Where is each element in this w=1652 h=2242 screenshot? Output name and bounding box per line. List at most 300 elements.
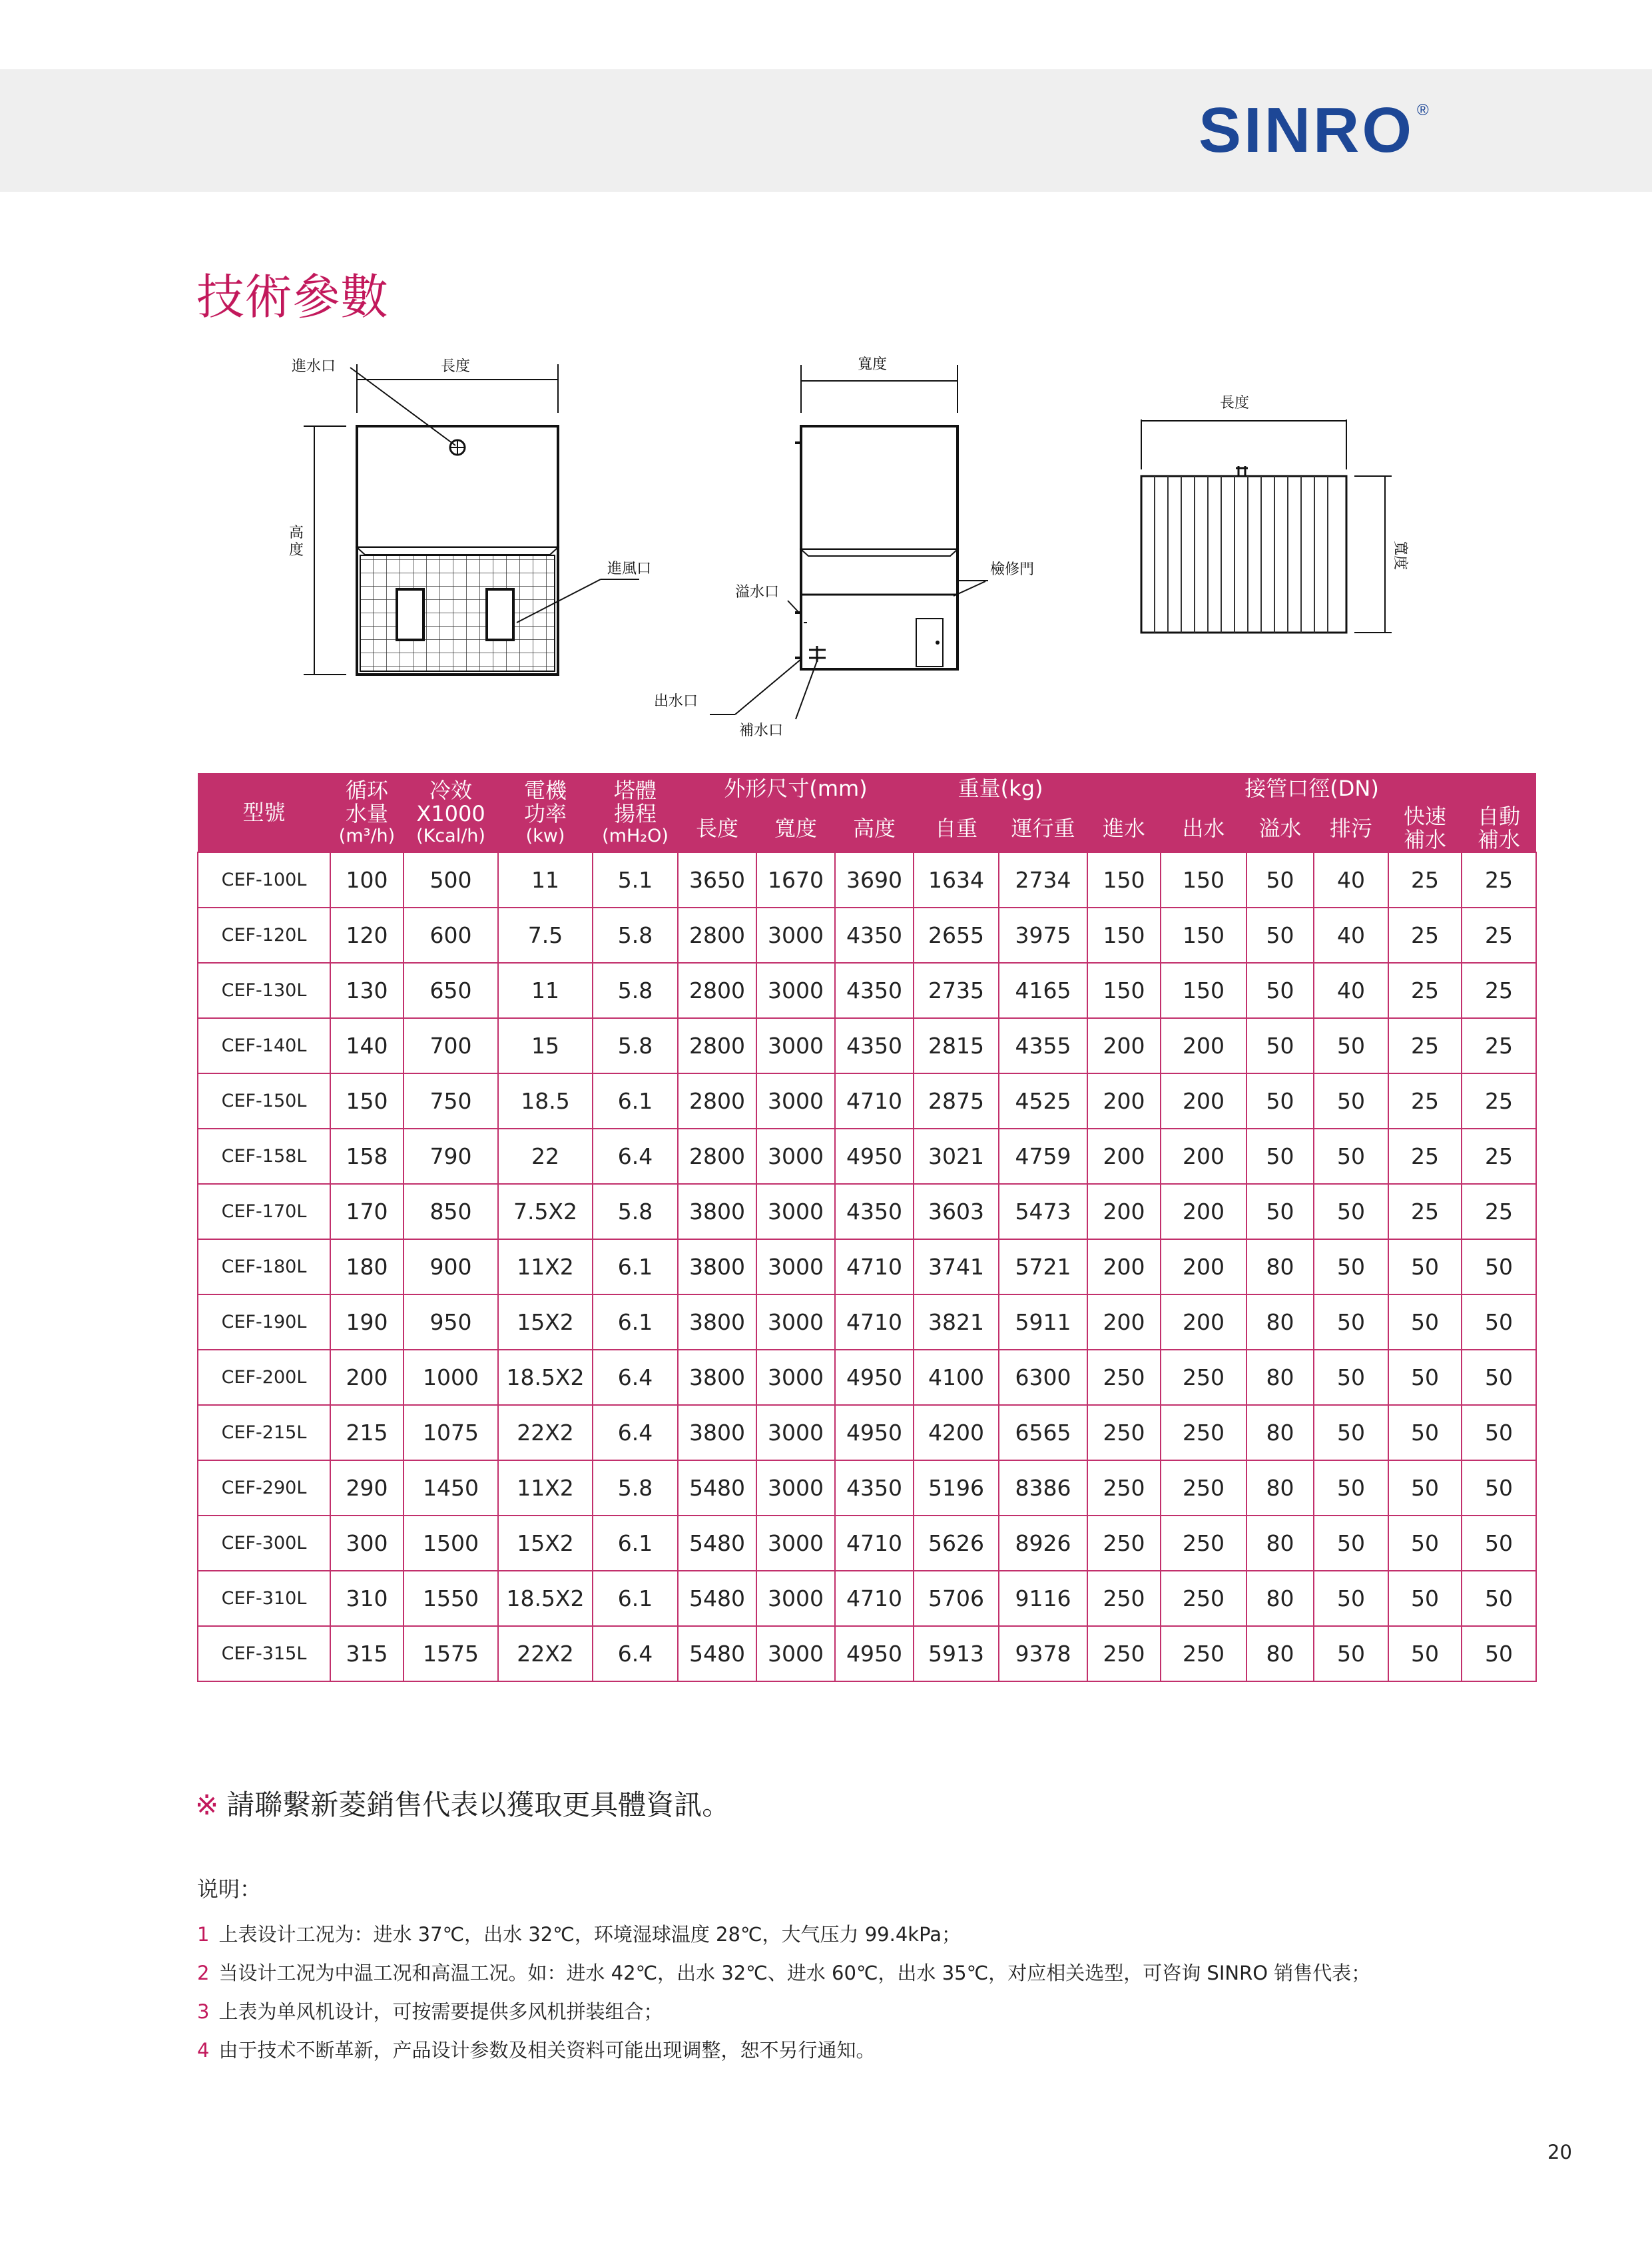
model-cell: CEF-130L: [198, 963, 330, 1018]
header-model: 型號: [198, 773, 330, 852]
notice-mark: ※: [195, 1789, 219, 1821]
top-view: [1141, 395, 1408, 633]
value-cell: 4950: [835, 1626, 914, 1681]
label-inlet: 進水口: [292, 358, 336, 375]
model-cell: CEF-170L: [198, 1184, 330, 1239]
value-cell: 600: [404, 908, 498, 963]
label-length: 長度: [441, 358, 471, 375]
value-cell: 3800: [678, 1239, 756, 1294]
value-cell: 6.1: [593, 1571, 678, 1626]
value-cell: 3821: [914, 1294, 999, 1350]
note-item: 1 上表设计工况为：进水 37℃，出水 32℃，环境湿球温度 28℃，大气压力 99.4kPa；: [197, 1923, 962, 1946]
value-cell: 11X2: [498, 1460, 593, 1516]
value-cell: 1450: [404, 1460, 498, 1516]
contact-notice: [195, 1783, 730, 1823]
value-cell: 18.5X2: [498, 1571, 593, 1626]
value-cell: 50: [1388, 1516, 1462, 1571]
value-cell: 150: [1087, 908, 1161, 963]
value-cell: 200: [1161, 1073, 1246, 1129]
value-cell: 25: [1462, 908, 1536, 963]
label-overflow: 溢水口: [735, 584, 780, 601]
value-cell: 5480: [678, 1571, 756, 1626]
header-width: 寬度: [756, 805, 835, 852]
page-number: 20: [1547, 2141, 1572, 2163]
value-cell: 9116: [999, 1571, 1087, 1626]
value-cell: 170: [330, 1184, 404, 1239]
value-cell: 180: [330, 1239, 404, 1294]
model-cell: CEF-140L: [198, 1018, 330, 1073]
value-cell: 50: [1388, 1350, 1462, 1405]
value-cell: 4710: [835, 1294, 914, 1350]
value-cell: 80: [1246, 1239, 1314, 1294]
value-cell: 4525: [999, 1073, 1087, 1129]
table-row: [198, 1350, 1536, 1405]
value-cell: 2875: [914, 1073, 999, 1129]
value-cell: 4950: [835, 1405, 914, 1460]
value-cell: 40: [1314, 908, 1388, 963]
value-cell: 290: [330, 1460, 404, 1516]
value-cell: 2800: [678, 1129, 756, 1184]
value-cell: 6.4: [593, 1350, 678, 1405]
table-row: [198, 852, 1536, 908]
model-cell: CEF-200L: [198, 1350, 330, 1405]
value-cell: 250: [1087, 1626, 1161, 1681]
value-cell: 310: [330, 1571, 404, 1626]
tower-drawings: [0, 333, 1652, 759]
value-cell: 18.5: [498, 1073, 593, 1129]
value-cell: 25: [1388, 1129, 1462, 1184]
model-cell: CEF-290L: [198, 1460, 330, 1516]
value-cell: 200: [1161, 1018, 1246, 1073]
value-cell: 3800: [678, 1350, 756, 1405]
value-cell: 150: [1087, 852, 1161, 908]
header-flow: 循环 水量 (m³/h): [330, 773, 404, 852]
header-pipe-inlet: 進水: [1087, 805, 1161, 852]
value-cell: 3000: [756, 1516, 835, 1571]
value-cell: 3800: [678, 1184, 756, 1239]
note-item: 4 由于技术不断革新，产品设计参数及相关资料可能出现调整，恕不另行通知。: [197, 2039, 876, 2062]
value-cell: 8386: [999, 1460, 1087, 1516]
value-cell: 8926: [999, 1516, 1087, 1571]
value-cell: 3021: [914, 1129, 999, 1184]
value-cell: 4350: [835, 1018, 914, 1073]
value-cell: 950: [404, 1294, 498, 1350]
table-body: [198, 852, 1536, 1681]
value-cell: 50: [1388, 1460, 1462, 1516]
label-height-bottom: 度: [289, 542, 304, 559]
value-cell: 190: [330, 1294, 404, 1350]
value-cell: 4350: [835, 908, 914, 963]
value-cell: 315: [330, 1626, 404, 1681]
value-cell: 200: [1161, 1184, 1246, 1239]
value-cell: 3000: [756, 1018, 835, 1073]
value-cell: 50: [1388, 1626, 1462, 1681]
value-cell: 3800: [678, 1294, 756, 1350]
value-cell: 6.1: [593, 1294, 678, 1350]
value-cell: 5.8: [593, 1184, 678, 1239]
value-cell: 80: [1246, 1294, 1314, 1350]
value-cell: 1575: [404, 1626, 498, 1681]
value-cell: 750: [404, 1073, 498, 1129]
value-cell: 150: [1087, 963, 1161, 1018]
header-dry-weight: 自重: [914, 805, 999, 852]
value-cell: 250: [1161, 1460, 1246, 1516]
value-cell: 200: [1161, 1129, 1246, 1184]
value-cell: 1500: [404, 1516, 498, 1571]
header-head: 塔體 揚程 (mH₂O): [593, 773, 678, 852]
header-pipe-drain: 排污: [1314, 805, 1388, 852]
value-cell: 5911: [999, 1294, 1087, 1350]
value-cell: 2800: [678, 1018, 756, 1073]
value-cell: 5196: [914, 1460, 999, 1516]
value-cell: 40: [1314, 852, 1388, 908]
spec-table: [197, 773, 1537, 1682]
table-row: [198, 1018, 1536, 1073]
value-cell: 50: [1314, 1073, 1388, 1129]
value-cell: 150: [1161, 963, 1246, 1018]
value-cell: 250: [1087, 1350, 1161, 1405]
value-cell: 50: [1388, 1571, 1462, 1626]
value-cell: 80: [1246, 1516, 1314, 1571]
table-row: [198, 1516, 1536, 1571]
value-cell: 6.4: [593, 1129, 678, 1184]
value-cell: 250: [1087, 1405, 1161, 1460]
value-cell: 22X2: [498, 1626, 593, 1681]
value-cell: 50: [1246, 1184, 1314, 1239]
table-row: [198, 1460, 1536, 1516]
table-row: [198, 963, 1536, 1018]
value-cell: 50: [1388, 1239, 1462, 1294]
value-cell: 50: [1246, 1018, 1314, 1073]
table-row: [198, 1294, 1536, 1350]
value-cell: 3800: [678, 1405, 756, 1460]
value-cell: 2800: [678, 1073, 756, 1129]
value-cell: 15X2: [498, 1294, 593, 1350]
value-cell: 18.5X2: [498, 1350, 593, 1405]
value-cell: 4350: [835, 963, 914, 1018]
value-cell: 25: [1388, 852, 1462, 908]
value-cell: 6.1: [593, 1516, 678, 1571]
value-cell: 22X2: [498, 1405, 593, 1460]
header-length: 長度: [678, 805, 756, 852]
value-cell: 50: [1314, 1460, 1388, 1516]
value-cell: 25: [1462, 1018, 1536, 1073]
value-cell: 200: [1087, 1184, 1161, 1239]
value-cell: 50: [1314, 1129, 1388, 1184]
label-top-length: 長度: [1220, 395, 1250, 412]
value-cell: 50: [1314, 1184, 1388, 1239]
value-cell: 80: [1246, 1571, 1314, 1626]
value-cell: 50: [1314, 1405, 1388, 1460]
value-cell: 4950: [835, 1129, 914, 1184]
value-cell: 2800: [678, 963, 756, 1018]
value-cell: 150: [330, 1073, 404, 1129]
value-cell: 150: [1161, 908, 1246, 963]
header-pipe-outlet: 出水: [1161, 805, 1246, 852]
value-cell: 250: [1087, 1516, 1161, 1571]
value-cell: 3000: [756, 1239, 835, 1294]
value-cell: 15: [498, 1018, 593, 1073]
value-cell: 6.4: [593, 1626, 678, 1681]
value-cell: 50: [1246, 963, 1314, 1018]
label-door: 檢修門: [990, 561, 1035, 578]
value-cell: 5626: [914, 1516, 999, 1571]
value-cell: 200: [1087, 1294, 1161, 1350]
value-cell: 11X2: [498, 1239, 593, 1294]
value-cell: 6.1: [593, 1239, 678, 1294]
value-cell: 50: [1462, 1405, 1536, 1460]
table-row: [198, 908, 1536, 963]
value-cell: 50: [1314, 1294, 1388, 1350]
value-cell: 850: [404, 1184, 498, 1239]
value-cell: 4165: [999, 963, 1087, 1018]
value-cell: 50: [1246, 1129, 1314, 1184]
value-cell: 3000: [756, 1350, 835, 1405]
value-cell: 900: [404, 1239, 498, 1294]
value-cell: 4710: [835, 1571, 914, 1626]
value-cell: 500: [404, 852, 498, 908]
value-cell: 200: [1161, 1294, 1246, 1350]
value-cell: 790: [404, 1129, 498, 1184]
value-cell: 250: [1161, 1626, 1246, 1681]
value-cell: 3000: [756, 1184, 835, 1239]
value-cell: 3603: [914, 1184, 999, 1239]
value-cell: 200: [1087, 1239, 1161, 1294]
model-cell: CEF-310L: [198, 1571, 330, 1626]
value-cell: 3741: [914, 1239, 999, 1294]
value-cell: 3690: [835, 852, 914, 908]
value-cell: 1075: [404, 1405, 498, 1460]
value-cell: 25: [1388, 1018, 1462, 1073]
section-title: 技術參數: [196, 269, 389, 325]
value-cell: 1670: [756, 852, 835, 908]
value-cell: 25: [1388, 1073, 1462, 1129]
value-cell: 215: [330, 1405, 404, 1460]
header-motor: 電機 功率 (kw): [498, 773, 593, 852]
value-cell: 80: [1246, 1460, 1314, 1516]
value-cell: 7.5: [498, 908, 593, 963]
note-item: 3 上表为单风机设计，可按需要提供多风机拼装组合；: [197, 2000, 663, 2023]
value-cell: 300: [330, 1516, 404, 1571]
value-cell: 50: [1462, 1571, 1536, 1626]
value-cell: 5.8: [593, 1460, 678, 1516]
value-cell: 4355: [999, 1018, 1087, 1073]
value-cell: 3000: [756, 1626, 835, 1681]
header-pipe-quick: 快速 補水: [1388, 805, 1462, 852]
value-cell: 150: [1161, 852, 1246, 908]
notes: [197, 1872, 1370, 2070]
value-cell: 3000: [756, 1294, 835, 1350]
value-cell: 3975: [999, 908, 1087, 963]
value-cell: 50: [1314, 1350, 1388, 1405]
value-cell: 4200: [914, 1405, 999, 1460]
label-outlet: 出水口: [654, 693, 698, 710]
value-cell: 200: [330, 1350, 404, 1405]
table-row: [198, 1571, 1536, 1626]
value-cell: 15X2: [498, 1516, 593, 1571]
value-cell: 3000: [756, 963, 835, 1018]
value-cell: 1000: [404, 1350, 498, 1405]
value-cell: 25: [1462, 1129, 1536, 1184]
value-cell: 7.5X2: [498, 1184, 593, 1239]
header-pipe-auto: 自動 補水: [1462, 805, 1536, 852]
value-cell: 5.1: [593, 852, 678, 908]
table-row: [198, 1626, 1536, 1681]
header-cooling: 冷效 X1000 (Kcal/h): [404, 773, 498, 852]
value-cell: 80: [1246, 1626, 1314, 1681]
value-cell: 3000: [756, 1405, 835, 1460]
value-cell: 2735: [914, 963, 999, 1018]
header-pipe-overflow: 溢水: [1246, 805, 1314, 852]
table-row: [198, 1073, 1536, 1129]
value-cell: 130: [330, 963, 404, 1018]
value-cell: 11: [498, 963, 593, 1018]
model-cell: CEF-158L: [198, 1129, 330, 1184]
value-cell: 5721: [999, 1239, 1087, 1294]
value-cell: 22: [498, 1129, 593, 1184]
label-makeup: 補水口: [739, 722, 784, 739]
brand-logo: SINRO ®: [1199, 95, 1432, 166]
model-cell: CEF-120L: [198, 908, 330, 963]
header-dimensions: 外形尺寸(mm): [678, 773, 914, 805]
value-cell: 50: [1388, 1294, 1462, 1350]
value-cell: 6.4: [593, 1405, 678, 1460]
value-cell: 25: [1388, 963, 1462, 1018]
value-cell: 2815: [914, 1018, 999, 1073]
value-cell: 50: [1462, 1626, 1536, 1681]
front-view: [289, 358, 651, 675]
value-cell: 5473: [999, 1184, 1087, 1239]
value-cell: 50: [1246, 1073, 1314, 1129]
value-cell: 2734: [999, 852, 1087, 908]
value-cell: 2655: [914, 908, 999, 963]
value-cell: 3000: [756, 1073, 835, 1129]
value-cell: 250: [1161, 1405, 1246, 1460]
value-cell: 250: [1161, 1571, 1246, 1626]
model-cell: CEF-300L: [198, 1516, 330, 1571]
value-cell: 25: [1462, 1073, 1536, 1129]
header-operating-weight: 運行重: [999, 805, 1087, 852]
model-cell: CEF-190L: [198, 1294, 330, 1350]
value-cell: 50: [1314, 1018, 1388, 1073]
header-weight: 重量(kg): [914, 773, 1087, 805]
value-cell: 40: [1314, 963, 1388, 1018]
value-cell: 25: [1388, 1184, 1462, 1239]
value-cell: 650: [404, 963, 498, 1018]
value-cell: 3000: [756, 1460, 835, 1516]
value-cell: 50: [1314, 1626, 1388, 1681]
value-cell: 6.1: [593, 1073, 678, 1129]
value-cell: 200: [1087, 1018, 1161, 1073]
value-cell: 9378: [999, 1626, 1087, 1681]
value-cell: 5.8: [593, 908, 678, 963]
value-cell: 140: [330, 1018, 404, 1073]
value-cell: 250: [1161, 1516, 1246, 1571]
table-row: [198, 1239, 1536, 1294]
value-cell: 25: [1462, 1184, 1536, 1239]
value-cell: 4950: [835, 1350, 914, 1405]
value-cell: 4350: [835, 1184, 914, 1239]
value-cell: 5913: [914, 1626, 999, 1681]
value-cell: 200: [1161, 1239, 1246, 1294]
value-cell: 50: [1462, 1460, 1536, 1516]
value-cell: 250: [1087, 1460, 1161, 1516]
value-cell: 50: [1462, 1350, 1536, 1405]
value-cell: 5706: [914, 1571, 999, 1626]
value-cell: 2800: [678, 908, 756, 963]
value-cell: 5480: [678, 1626, 756, 1681]
value-cell: 5.8: [593, 1018, 678, 1073]
model-cell: CEF-180L: [198, 1239, 330, 1294]
label-air-inlet: 進風口: [607, 561, 652, 577]
value-cell: 4710: [835, 1073, 914, 1129]
value-cell: 6300: [999, 1350, 1087, 1405]
value-cell: 700: [404, 1018, 498, 1073]
label-top-width: 寬度: [1392, 541, 1408, 571]
value-cell: 1634: [914, 852, 999, 908]
value-cell: 158: [330, 1129, 404, 1184]
value-cell: 200: [1087, 1073, 1161, 1129]
value-cell: 100: [330, 852, 404, 908]
notes-title: 说明：: [197, 1876, 262, 1902]
value-cell: 50: [1246, 852, 1314, 908]
value-cell: 50: [1462, 1294, 1536, 1350]
model-cell: CEF-315L: [198, 1626, 330, 1681]
value-cell: 50: [1462, 1516, 1536, 1571]
value-cell: 50: [1462, 1239, 1536, 1294]
table-row: [198, 1129, 1536, 1184]
table-row: [198, 1184, 1536, 1239]
value-cell: 11: [498, 852, 593, 908]
value-cell: 6565: [999, 1405, 1087, 1460]
value-cell: 3000: [756, 1571, 835, 1626]
value-cell: 50: [1314, 1516, 1388, 1571]
value-cell: 50: [1388, 1405, 1462, 1460]
model-cell: CEF-215L: [198, 1405, 330, 1460]
value-cell: 3000: [756, 908, 835, 963]
value-cell: 5480: [678, 1516, 756, 1571]
value-cell: 250: [1087, 1571, 1161, 1626]
label-height-top: 高: [289, 525, 304, 541]
value-cell: 250: [1161, 1350, 1246, 1405]
header-pipes: 接管口徑(DN): [1087, 773, 1536, 805]
model-cell: CEF-100L: [198, 852, 330, 908]
value-cell: 1550: [404, 1571, 498, 1626]
value-cell: 3650: [678, 852, 756, 908]
value-cell: 25: [1462, 852, 1536, 908]
value-cell: 5480: [678, 1460, 756, 1516]
notice-text: 請聯繫新菱銷售代表以獲取更具體資訊。: [226, 1789, 730, 1821]
table-row: [198, 1405, 1536, 1460]
value-cell: 4759: [999, 1129, 1087, 1184]
value-cell: 3000: [756, 1129, 835, 1184]
model-cell: CEF-150L: [198, 1073, 330, 1129]
value-cell: 50: [1314, 1571, 1388, 1626]
value-cell: 4710: [835, 1516, 914, 1571]
value-cell: 200: [1087, 1129, 1161, 1184]
label-width: 寬度: [858, 356, 888, 373]
side-view: [654, 356, 1034, 739]
value-cell: 5.8: [593, 963, 678, 1018]
value-cell: 80: [1246, 1405, 1314, 1460]
value-cell: 4100: [914, 1350, 999, 1405]
value-cell: 4710: [835, 1239, 914, 1294]
value-cell: 80: [1246, 1350, 1314, 1405]
value-cell: 4350: [835, 1460, 914, 1516]
value-cell: 50: [1314, 1239, 1388, 1294]
note-item: 2 当设计工况为中温工况和高温工况。如：进水 42℃，出水 32℃、进水 60℃，出水 35℃，对应相关选型，可咨询 SINRO 销售代表；: [197, 1962, 1371, 1984]
value-cell: 25: [1462, 963, 1536, 1018]
